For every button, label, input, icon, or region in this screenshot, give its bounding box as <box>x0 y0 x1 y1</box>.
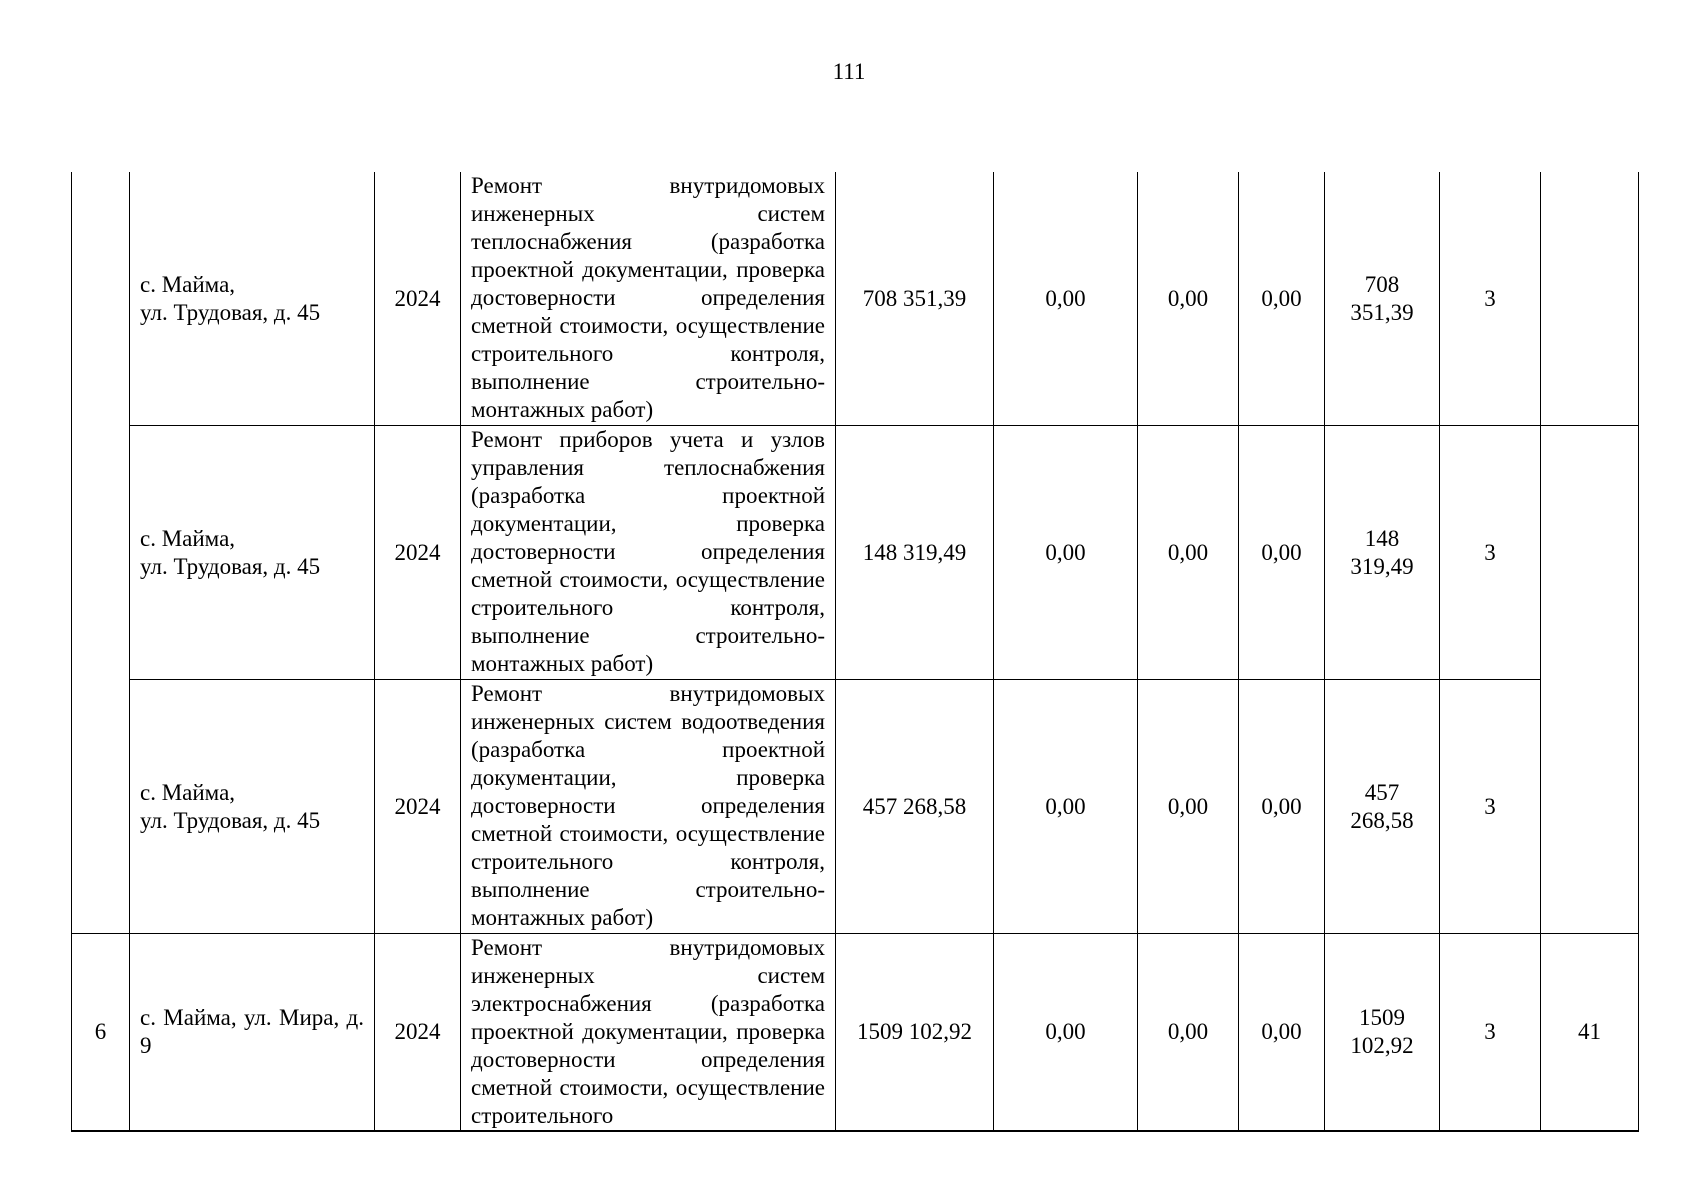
last-column-cell <box>1541 172 1639 426</box>
total-cell: 1509 102,92 <box>1325 934 1440 1132</box>
address-cell: с. Майма, ул. Трудовая, д. 45 <box>130 426 375 680</box>
row-number-cell <box>72 172 130 934</box>
table-row <box>72 680 1639 934</box>
last-column-cell <box>1541 426 1639 934</box>
work-description-cell: Ремонт внутридомовых инженерных систем электроснабжения (разработка проектной документации, проверка достоверности определения сметной стоимости, осуществление строительного <box>461 934 836 1132</box>
last-column-cell: 41 <box>1541 934 1639 1132</box>
total-cell: 457 268,58 <box>1325 680 1440 934</box>
work-description-cell: Ремонт внутридомовых инженерных систем теплоснабжения (разработка проектной документации, проверка достоверности определения сметной стоимости, осуществление строительного контроля, выполнение строительно-монтажных работ) <box>461 172 836 426</box>
value-cell: 0,00 <box>994 934 1138 1132</box>
value-cell: 0,00 <box>1239 172 1325 426</box>
value-cell: 0,00 <box>1138 934 1239 1132</box>
value-cell: 0,00 <box>1239 934 1325 1132</box>
table-row <box>72 426 1639 680</box>
value-cell: 0,00 <box>1239 680 1325 934</box>
address-cell: с. Майма, ул. Трудовая, д. 45 <box>130 680 375 934</box>
amount-cell: 457 268,58 <box>836 680 994 934</box>
value-cell: 0,00 <box>1138 680 1239 934</box>
count-cell: 3 <box>1440 426 1541 680</box>
work-description-cell: Ремонт приборов учета и узлов управления теплоснабжения (разработка проектной документации, проверка достоверности определения сметной стоимости, осуществление строительного контроля, выполнение строительно-монтажных работ) <box>461 426 836 680</box>
year-cell: 2024 <box>375 934 461 1132</box>
table-row <box>72 172 1639 426</box>
value-cell: 0,00 <box>994 426 1138 680</box>
count-cell: 3 <box>1440 680 1541 934</box>
count-cell: 3 <box>1440 172 1541 426</box>
total-cell: 708 351,39 <box>1325 172 1440 426</box>
year-cell: 2024 <box>375 680 461 934</box>
value-cell: 0,00 <box>1138 426 1239 680</box>
amount-cell: 1509 102,92 <box>836 934 994 1132</box>
table-row <box>72 934 1639 1132</box>
page-number: 111 <box>832 59 866 84</box>
amount-cell: 148 319,49 <box>836 426 994 680</box>
count-cell: 3 <box>1440 934 1541 1132</box>
value-cell: 0,00 <box>994 680 1138 934</box>
row-number-cell: 6 <box>72 934 130 1132</box>
work-description-cell: Ремонт внутридомовых инженерных систем водоотведения (разработка проектной документации, проверка достоверности определения сметной стоимости, осуществление строительного контроля, выполнение строительно-монтажных работ) <box>461 680 836 934</box>
address-cell: с. Майма, ул. Трудовая, д. 45 <box>130 172 375 426</box>
year-cell: 2024 <box>375 426 461 680</box>
value-cell: 0,00 <box>1138 172 1239 426</box>
amount-cell: 708 351,39 <box>836 172 994 426</box>
address-cell: с. Майма, ул. Мира, д. 9 <box>130 934 375 1132</box>
total-cell: 148 319,49 <box>1325 426 1440 680</box>
year-cell: 2024 <box>375 172 461 426</box>
value-cell: 0,00 <box>1239 426 1325 680</box>
repair-schedule-table <box>71 172 1639 1132</box>
value-cell: 0,00 <box>994 172 1138 426</box>
